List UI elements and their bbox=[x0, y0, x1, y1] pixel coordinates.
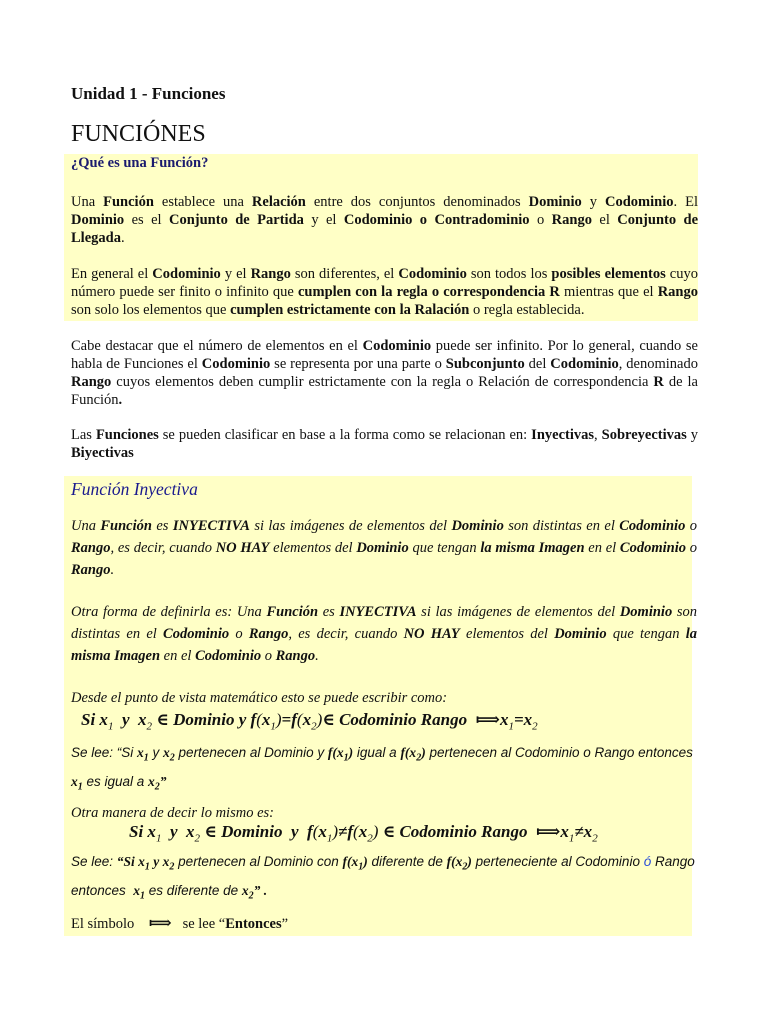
question-heading: ¿Qué es una Función? bbox=[71, 155, 209, 171]
formula-inyectiva: Si $x_1$ y $x_2$ ∈ Dominio y $f(x_1)=f(x_2)\in$ Codominio Rango $⟾x_1=x_2$ bbox=[81, 710, 538, 733]
symbol-word: Entonces bbox=[225, 916, 282, 932]
reading-formula-1: Se lee: “Si $x_1$ y $x_2$ pertenecen al Dominio y $f(x_1)$ igual a $f(x_2)$ pertenecen al Codominio o Rango entonces $x_1$ es igual a $x_2$” bbox=[71, 745, 697, 793]
paragraph-definition: Una Función establece una Relación entre dos conjuntos denominados Dominio y Codominio. El Dominio es el Conjunto de Partida y el Codominio o Contradominio o Rango el Conjunto de Llegada. bbox=[71, 194, 699, 246]
symbol-read: se lee “ bbox=[182, 916, 226, 932]
page-title: FUNCIÓNES bbox=[71, 121, 206, 147]
paragraph-matematico: Desde el punto de vista matemático esto se puede escribir como: bbox=[71, 690, 448, 706]
symbol-label: El símbolo bbox=[71, 916, 135, 932]
symbol-close: ” bbox=[281, 916, 289, 932]
formula-inyectiva-2: Si $x_1$ y $x_2$ ∈ Dominio y $f(x_1)\ne f(x_2)$ ∈ Codominio Rango $⟾x_1\ne x_2$ bbox=[129, 822, 598, 845]
paragraph-otra-manera: Otra manera de decir lo mismo es: bbox=[71, 805, 274, 821]
implies-arrow-icon: ⟾ bbox=[475, 710, 500, 729]
reading-formula-2: Se lee: “Si $x_1$ y $x_2$ pertenecen al Dominio con $f(x_1)$ diferente de $f(x_2)$ perteneciente al Codominio ó Rango entonces $x_1$ es diferente de $x_2$” . bbox=[71, 854, 695, 902]
section-heading-inyectiva: Función Inyectiva bbox=[71, 479, 198, 499]
paragraph-clasificacion: Las Funciones se pueden clasificar en base a la forma como se relacionan en: Inyectivas, Sobreyectivas y Biyectivas bbox=[71, 427, 699, 461]
implies-arrow-icon: ⟾ bbox=[535, 822, 561, 841]
paragraph-inyectiva-2: Otra forma de definirla es: Una Función es INYECTIVA si las imágenes de elementos del Dominio son distintas en el Codominio o Rango, es decir, cuando NO HAY elementos del Dominio que tengan la misma Imagen en el Codominio o Rango. bbox=[71, 604, 697, 664]
symbol-explanation bbox=[71, 913, 288, 933]
unit-heading: Unidad 1 - Funciones bbox=[71, 84, 226, 103]
paragraph-inyectiva-1: Una Función es INYECTIVA si las imágenes de elementos del Dominio son distintas en el Codominio o Rango, es decir, cuando NO HAY elementos del Dominio que tengan la misma Imagen en el Codominio o Rango. bbox=[71, 518, 697, 578]
implies-arrow-icon: ⟾ bbox=[148, 915, 172, 932]
paragraph-general: En general el Codominio y el Rango son diferentes, el Codominio son todos los posibles elementos cuyo número puede ser finito o infinito que cumplen con la regla o correspondencia R mientras que el Rango son solo los elementos que cumplen estrictamente con la Ralación o regla establecida. bbox=[71, 266, 698, 318]
paragraph-codominio: Cabe destacar que el número de elementos en el Codominio puede ser infinito. Por lo general, cuando se habla de Funciones el Codominio se representa por una parte o Subconjunto del Codominio, denominado Rango cuyos elementos deben cumplir estrictamente con la regla o Relación de correspondencia R de la Función. bbox=[71, 338, 698, 408]
